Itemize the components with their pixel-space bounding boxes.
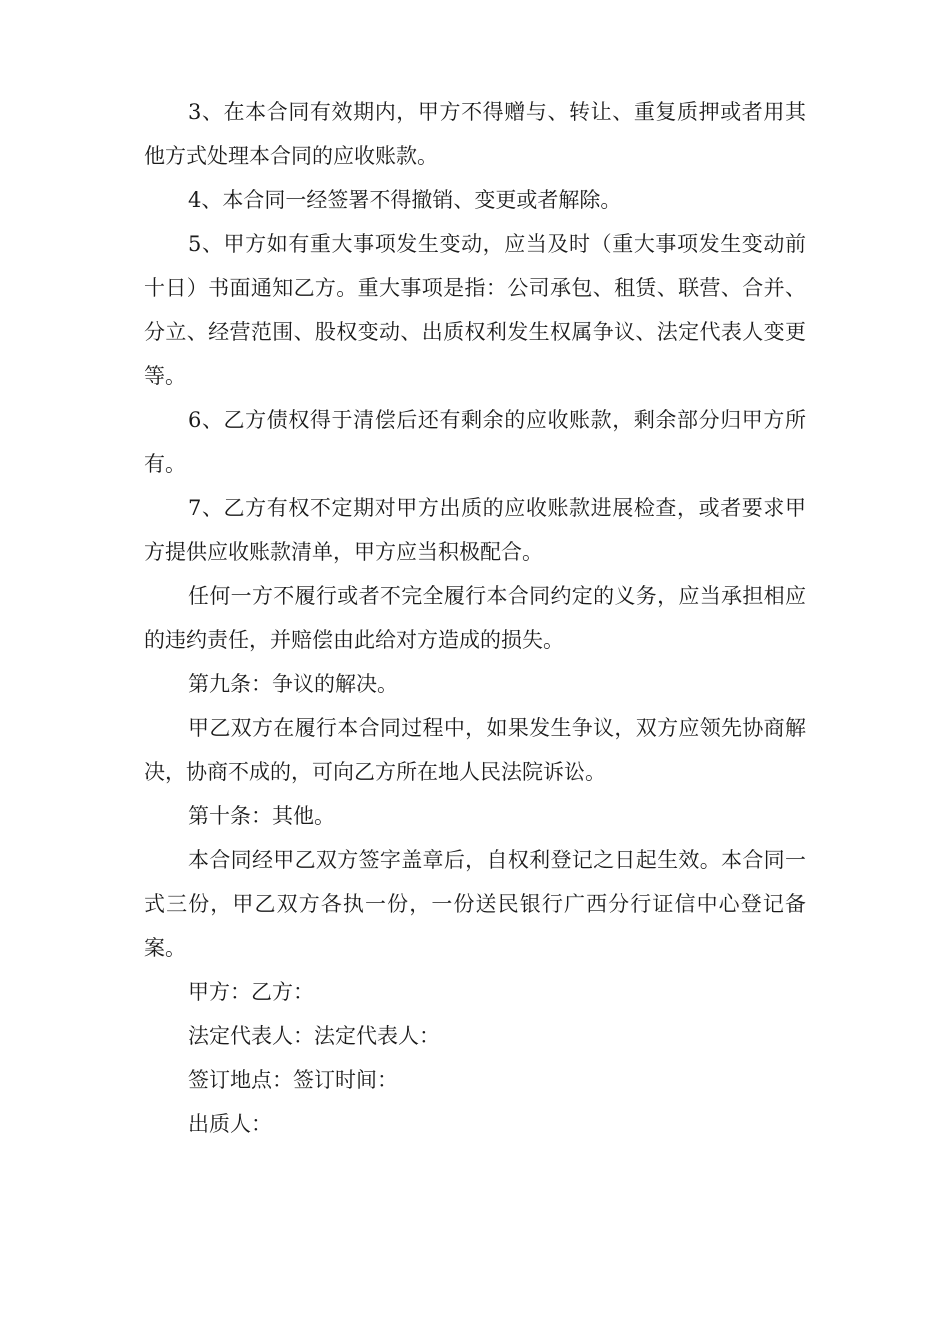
article-9-heading: 第九条：争议的解决。 bbox=[188, 672, 398, 696]
clause-5: 5、甲方如有重大事项发生变动，应当及时（重大事项发生变动前十日）书面通知乙方。重大事项是指：公司承包、租赁、联营、合并、分立、经营范围、股权变动、出质权利发生权属争议、法定代表人变更等。 bbox=[144, 232, 806, 388]
dispute-resolution-paragraph: 甲乙双方在履行本合同过程中，如果发生争议，双方应领先协商解决，协商不成的，可向乙方所在地人民法院诉讼。 bbox=[144, 716, 806, 784]
clause-3: 3、在本合同有效期内，甲方不得赠与、转让、重复质押或者用其他方式处理本合同的应收账款。 bbox=[144, 100, 806, 168]
pledgor-line: 出质人： bbox=[188, 1112, 272, 1136]
article-10-heading: 第十条：其他。 bbox=[188, 804, 335, 828]
signing-place-time-line: 签订地点：签订时间： bbox=[188, 1068, 398, 1092]
effectiveness-paragraph: 本合同经甲乙双方签字盖章后，自权利登记之日起生效。本合同一式三份，甲乙双方各执一份，一份送民银行广西分行证信中心登记备案。 bbox=[144, 848, 806, 960]
clause-6: 6、乙方债权得于清偿后还有剩余的应收账款，剩余部分归甲方所有。 bbox=[144, 408, 806, 476]
legal-representative-line: 法定代表人：法定代表人： bbox=[188, 1024, 440, 1048]
document-body bbox=[144, 90, 806, 1146]
clause-7: 7、乙方有权不定期对甲方出质的应收账款进展检查，或者要求甲方提供应收账款清单，甲方应当积极配合。 bbox=[144, 496, 806, 564]
liability-paragraph: 任何一方不履行或者不完全履行本合同约定的义务，应当承担相应的违约责任，并赔偿由此给对方造成的损失。 bbox=[144, 584, 806, 652]
party-signature-line: 甲方：乙方： bbox=[188, 980, 314, 1004]
clause-4: 4、本合同一经签署不得撤销、变更或者解除。 bbox=[188, 188, 622, 212]
